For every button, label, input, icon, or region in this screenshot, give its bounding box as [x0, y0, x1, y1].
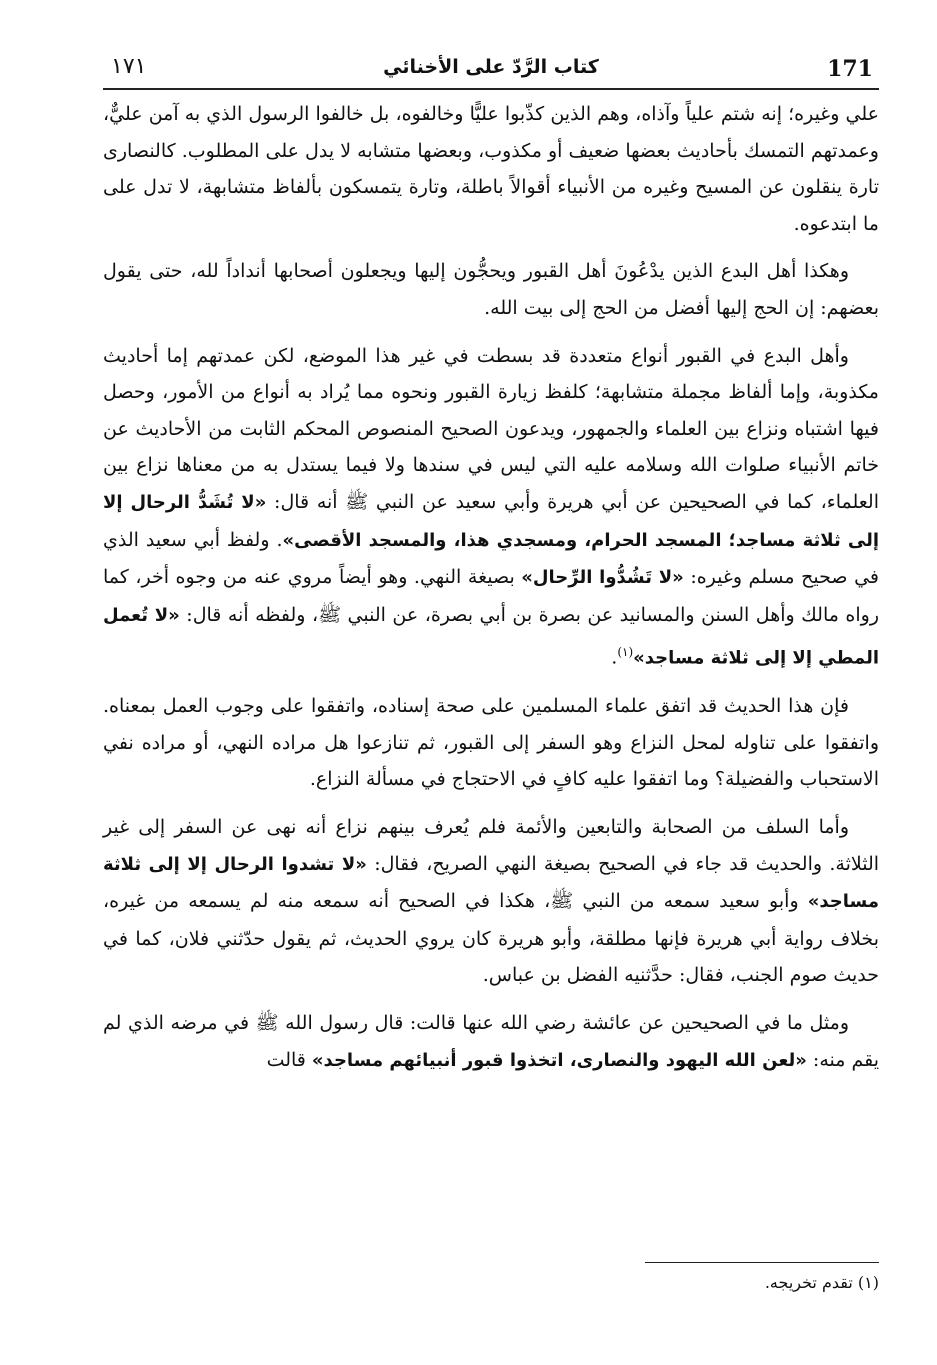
footnote-item: (١) تقدم تخريجه.	[764, 1273, 879, 1292]
hadith-quote: «لعن الله اليهود والنصارى، اتخذوا قبور أنبيائهم مساجد»	[311, 1049, 807, 1071]
text-segment: فإن هذا الحديث قد اتفق علماء المسلمين على صحة إسناده، واتفقوا على وجوب العمل بمعناه. واتفقوا على تناوله لمحل النزاع وهو السفر إلى القبور، ثم تنازعوا هل مراده النهي، أو مراده نفي الاستحباب والفضيلة؟ وما اتفقوا عليه كافٍ في الاحتجاج في مسألة النزاع.	[103, 695, 879, 791]
paragraph	[103, 338, 879, 678]
paragraph	[103, 96, 879, 242]
hadith-quote: «لا تُعمل المطي إلا إلى ثلاثة مساجد»	[103, 604, 879, 669]
page-number-latin: 171	[827, 56, 873, 82]
text-segment: علي وغيره؛ إنه شتم علياً وآذاه، وهم الذين كذّبوا عليًّا وخالفوه، بل خالفوا الرسول الذي به آمن عليٌّ، وعمدتهم التمسك بأحاديث بعضها ضعيف أو مكذوب، وبعضها متشابه لا يدل على المطلوب. كالنصارى تارة ينقلون عن المسيح وغيره من الأنبياء أقوالاً باطلة، وتارة يتمسكون بألفاظ متشابهة، لا تدل على ما ابتدعوه.	[103, 103, 879, 235]
text-segment: . ولفظ أبي سعيد الذي في صحيح مسلم وغيره:	[103, 528, 879, 589]
text-segment: وأهل البدع في القبور أنواع متعددة قد بسطت في غير هذا الموضع، لكن عمدتهم إما أحاديث مكذوبة، وإما ألفاظ مجملة متشابهة؛ كلفظ زيارة القبور ونحوه مما يُراد به أنواع من الأمور، وحصل فيها اشتباه ونزاع بين العلماء والجمهور، ويدعون الصحيح المنصوص المحكم الثابت من الأحاديث عن خاتم الأنبياء صلوات الله وسلامه عليه التي ليس في سندها ولا فيما يستدل به من معناها نزاع بين العلماء، كما في الصحيحين عن أبي هريرة وأبي سعيد عن النبي ﷺ أنه قال:	[103, 344, 879, 513]
text-segment: بصيغة النهي. وهو أيضاً مروي عنه من وجوه أخر، كما رواه مالك وأهل السنن والمسانيد عن بصرة بن أبي بصرة، عن النبي ﷺ، ولفظه أنه قال:	[103, 566, 879, 626]
page-header	[103, 46, 879, 86]
footnotes	[103, 1270, 879, 1296]
paragraph	[103, 253, 879, 326]
paragraph	[103, 1005, 879, 1079]
hadith-quote: «لا تشدوا الرحال إلا إلى ثلاثة مساجد»	[103, 853, 879, 913]
text-segment: وهكذا أهل البدع الذين يدْعُونَ أهل القبور ويحجُّون إليها ويجعلون أصحابها أنداداً لله، حتى يقول بعضهم: إن الحج إليها أفضل من الحج إلى بيت الله.	[103, 260, 879, 319]
text-segment: وأما السلف من الصحابة والتابعين والأئمة فلم يُعرف بينهم نزاع أنه نهى عن السفر إلى غير الثلاثة. والحديث قد جاء في الصحيح بصيغة النهي الصريح، فقال:	[103, 816, 880, 875]
main-text	[103, 96, 879, 1090]
text-segment: .	[611, 646, 618, 669]
footnote-reference: (١)	[617, 645, 634, 660]
paragraph	[103, 809, 879, 994]
hadith-quote: «لا تُشَدُّ الرحال إلا إلى ثلاثة مساجد؛ المسجد الحرام، ومسجدي هذا، والمسجد الأقصى»	[103, 491, 879, 551]
page-number-arabic: ١٧١	[111, 54, 147, 79]
text-segment: قالت	[266, 1048, 312, 1071]
paragraph	[103, 688, 879, 798]
text-segment: ومثل ما في الصحيحين عن عائشة رضي الله عنها قالت: قال رسول الله ﷺ في مرضه الذي لم يقم منه:	[103, 1011, 879, 1071]
hadith-quote: «لا تَشُدُّوا الرِّحال»	[521, 567, 684, 589]
footnote-rule	[645, 1262, 879, 1263]
header-rule	[103, 88, 879, 90]
book-title: كتاب الرَّدّ على الأخنائي	[383, 56, 599, 78]
text-segment: وأبو سعيد سمعه من النبي ﷺ، هكذا في الصحيح أنه سمعه منه لم يسمعه من غيره، بخلاف رواية أبي هريرة فإنها مطلقة، وأبو هريرة كان يروي الحديث، ثم يقول حدّثني فلان، كما في حديث صوم الجنب، فقال: حدَّثنيه الفضل بن عباس.	[103, 890, 879, 987]
